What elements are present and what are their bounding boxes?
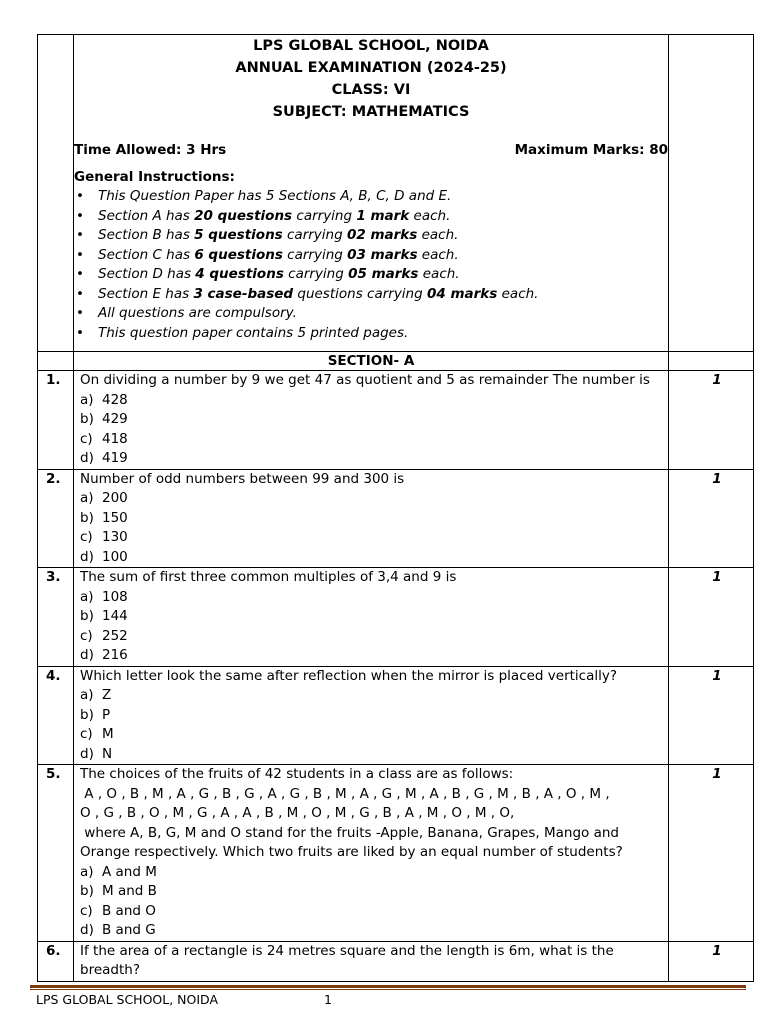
- school-name: LPS GLOBAL SCHOOL, NOIDA: [253, 38, 489, 54]
- option-value: 150: [102, 509, 128, 526]
- answer-option: [80, 921, 662, 941]
- instruction-text: 5 questions: [194, 227, 283, 243]
- instruction-text: All questions are compulsory.: [98, 305, 297, 321]
- instruction-text: This question paper contains 5 printed pages.: [98, 324, 409, 341]
- instruction-text: 05 marks: [348, 266, 419, 282]
- header-marks-cell: [669, 35, 754, 352]
- instruction-text: carrying: [282, 227, 347, 243]
- question-body: [74, 568, 669, 667]
- exam-title: ANNUAL EXAMINATION (2024-25): [235, 60, 507, 76]
- question-text: breadth?: [80, 962, 140, 978]
- question-text: Which letter look the same after reflection when the mirror is placed vertically?: [80, 667, 618, 684]
- class-label: CLASS: VI: [331, 82, 411, 98]
- question-text: where A, B, G, M and O stand for the fruits -Apple, Banana, Grapes, Mango and: [80, 824, 619, 841]
- question-text: On dividing a number by 9 we get 47 as quotient and 5 as remainder The number is: [80, 372, 650, 388]
- instructions-title: General Instructions:: [74, 169, 235, 185]
- option-letter: a): [80, 863, 94, 880]
- question-marks: 1: [669, 371, 754, 470]
- instruction-text: 04 marks: [426, 285, 498, 302]
- question-number: 2.: [38, 469, 74, 568]
- option-letter: b): [80, 509, 94, 526]
- option-value: 418: [102, 430, 128, 447]
- option-letter: b): [80, 706, 94, 723]
- answer-option: [80, 902, 662, 922]
- instruction-text: Section A has: [98, 207, 195, 224]
- answer-option: [80, 449, 662, 469]
- question-marks: 1: [669, 469, 754, 568]
- section-marks-cell: [669, 352, 754, 371]
- answer-option: [80, 410, 662, 430]
- question-marks: 1: [669, 666, 754, 765]
- footer-school-name: LPS GLOBAL SCHOOL, NOIDA: [36, 992, 219, 1007]
- option-letter: a): [80, 588, 94, 605]
- option-value: 429: [102, 411, 128, 427]
- option-letter: d): [80, 450, 94, 466]
- question-row: [38, 765, 754, 942]
- question-paper-table: [37, 34, 754, 982]
- answer-option: [80, 430, 662, 450]
- question-row: [38, 469, 754, 568]
- section-num-cell: [38, 352, 74, 371]
- time-allowed: Time Allowed: 3 Hrs: [74, 142, 227, 158]
- instruction-text: 4 questions: [195, 266, 284, 282]
- option-value: 144: [102, 608, 128, 624]
- instruction-item: [74, 324, 668, 344]
- option-value: 130: [102, 529, 128, 545]
- instruction-text: each.: [409, 207, 451, 224]
- option-value: N: [102, 745, 113, 762]
- answer-option: [80, 745, 662, 765]
- instruction-item: [74, 246, 668, 266]
- instruction-text: 1 mark: [356, 207, 410, 224]
- question-row: [38, 568, 754, 667]
- question-number: 5.: [38, 765, 74, 942]
- question-number: 1.: [38, 371, 74, 470]
- option-letter: d): [80, 745, 94, 762]
- instruction-item: [74, 226, 668, 246]
- answer-option: [80, 863, 662, 883]
- answer-option: [80, 706, 662, 726]
- option-letter: b): [80, 883, 94, 899]
- instruction-text: Section B has: [98, 227, 195, 243]
- instruction-item: [74, 265, 668, 285]
- option-value: 100: [102, 548, 128, 565]
- instruction-text: each.: [497, 285, 539, 302]
- instruction-text: each.: [417, 246, 459, 263]
- option-value: 252: [102, 627, 128, 644]
- instruction-item: [74, 207, 668, 227]
- option-value: B and G: [102, 922, 156, 938]
- question-marks: 1: [669, 765, 754, 942]
- question-row: [38, 666, 754, 765]
- instruction-text: each.: [418, 266, 460, 282]
- question-number: 3.: [38, 568, 74, 667]
- option-letter: d): [80, 548, 94, 565]
- subject-label: SUBJECT: MATHEMATICS: [272, 104, 470, 120]
- instruction-text: 3 case-based: [193, 285, 294, 302]
- option-letter: d): [80, 922, 94, 938]
- footer-rule-thick: [30, 985, 746, 988]
- answer-option: [80, 725, 662, 745]
- instruction-item: [74, 187, 668, 207]
- section-title: SECTION- A: [74, 352, 669, 371]
- option-letter: b): [80, 411, 94, 427]
- answer-option: [80, 528, 662, 548]
- answer-option: [80, 548, 662, 568]
- instruction-item: [74, 285, 668, 305]
- page-footer: [36, 992, 332, 1008]
- answer-option: [80, 882, 662, 902]
- option-letter: d): [80, 647, 94, 663]
- option-letter: c): [80, 726, 93, 742]
- question-text: Orange respectively. Which two fruits are liked by an equal number of students?: [80, 844, 623, 860]
- question-body: [74, 765, 669, 942]
- question-text: A , O , B , M , A , G , B , G , A , G , B , M , A , G , M , A , B , G , M , B , A , O , M ,: [80, 785, 610, 802]
- page-number: 1: [324, 992, 332, 1007]
- option-letter: a): [80, 687, 94, 703]
- answer-option: [80, 646, 662, 666]
- question-text: Number of odd numbers between 99 and 300 is: [80, 470, 405, 487]
- question-body: [74, 666, 669, 765]
- instruction-text: carrying: [292, 207, 357, 224]
- question-number: 6.: [38, 941, 74, 981]
- instruction-text: 03 marks: [347, 246, 418, 263]
- instruction-text: 02 marks: [346, 227, 418, 243]
- instruction-text: carrying: [282, 246, 348, 263]
- question-text: The sum of first three common multiples of 3,4 and 9 is: [80, 569, 457, 585]
- option-value: 419: [102, 450, 128, 466]
- instruction-item: [74, 304, 668, 324]
- maximum-marks: Maximum Marks: 80: [514, 142, 668, 158]
- instruction-text: Section D has: [98, 266, 196, 282]
- instruction-text: Section E has: [98, 285, 194, 302]
- question-body: [74, 371, 669, 470]
- instruction-text: 20 questions: [194, 207, 293, 224]
- option-value: P: [102, 706, 111, 723]
- answer-option: [80, 489, 662, 509]
- question-row: [38, 941, 754, 981]
- header-cell: [74, 35, 669, 352]
- instruction-text: 6 questions: [194, 246, 283, 263]
- time-marks-row: [74, 141, 668, 159]
- question-row: [38, 371, 754, 470]
- option-value: M: [102, 726, 114, 742]
- option-letter: c): [80, 627, 93, 644]
- question-number: 4.: [38, 666, 74, 765]
- option-value: Z: [102, 687, 112, 703]
- option-value: 428: [102, 391, 128, 408]
- instruction-text: This Question Paper has 5 Sections A, B, C, D and E.: [98, 188, 452, 204]
- question-text: The choices of the fruits of 42 students in a class are as follows:: [80, 766, 514, 782]
- option-letter: a): [80, 490, 94, 506]
- question-marks: 1: [669, 941, 754, 981]
- option-value: B and O: [102, 902, 156, 919]
- question-text: If the area of a rectangle is 24 metres square and the length is 6m, what is the: [80, 942, 614, 959]
- answer-option: [80, 686, 662, 706]
- option-letter: a): [80, 391, 94, 408]
- answer-option: [80, 627, 662, 647]
- question-body: [74, 941, 669, 981]
- option-letter: c): [80, 902, 93, 919]
- header-row: [38, 35, 754, 352]
- instruction-text: carrying: [283, 266, 349, 282]
- header-num-cell: [38, 35, 74, 352]
- option-value: A and M: [102, 863, 157, 880]
- option-letter: b): [80, 608, 94, 624]
- question-body: [74, 469, 669, 568]
- instruction-text: questions carrying: [293, 285, 427, 302]
- option-letter: c): [80, 430, 93, 447]
- section-row: [38, 352, 754, 371]
- question-text: O , G , B , O , M , G , A , A , B , M , O , M , G , B , A , M , O , M , O,: [80, 805, 515, 821]
- question-marks: 1: [669, 568, 754, 667]
- option-value: M and B: [102, 883, 157, 899]
- option-value: 216: [102, 647, 128, 663]
- option-letter: c): [80, 529, 93, 545]
- answer-option: [80, 509, 662, 529]
- instructions-list: [74, 187, 668, 343]
- footer-rule-thin: [30, 989, 746, 990]
- option-value: 108: [102, 588, 128, 605]
- answer-option: [80, 588, 662, 608]
- instruction-text: each.: [417, 227, 459, 243]
- option-value: 200: [102, 490, 128, 506]
- answer-option: [80, 391, 662, 411]
- answer-option: [80, 607, 662, 627]
- instruction-text: Section C has: [98, 246, 195, 263]
